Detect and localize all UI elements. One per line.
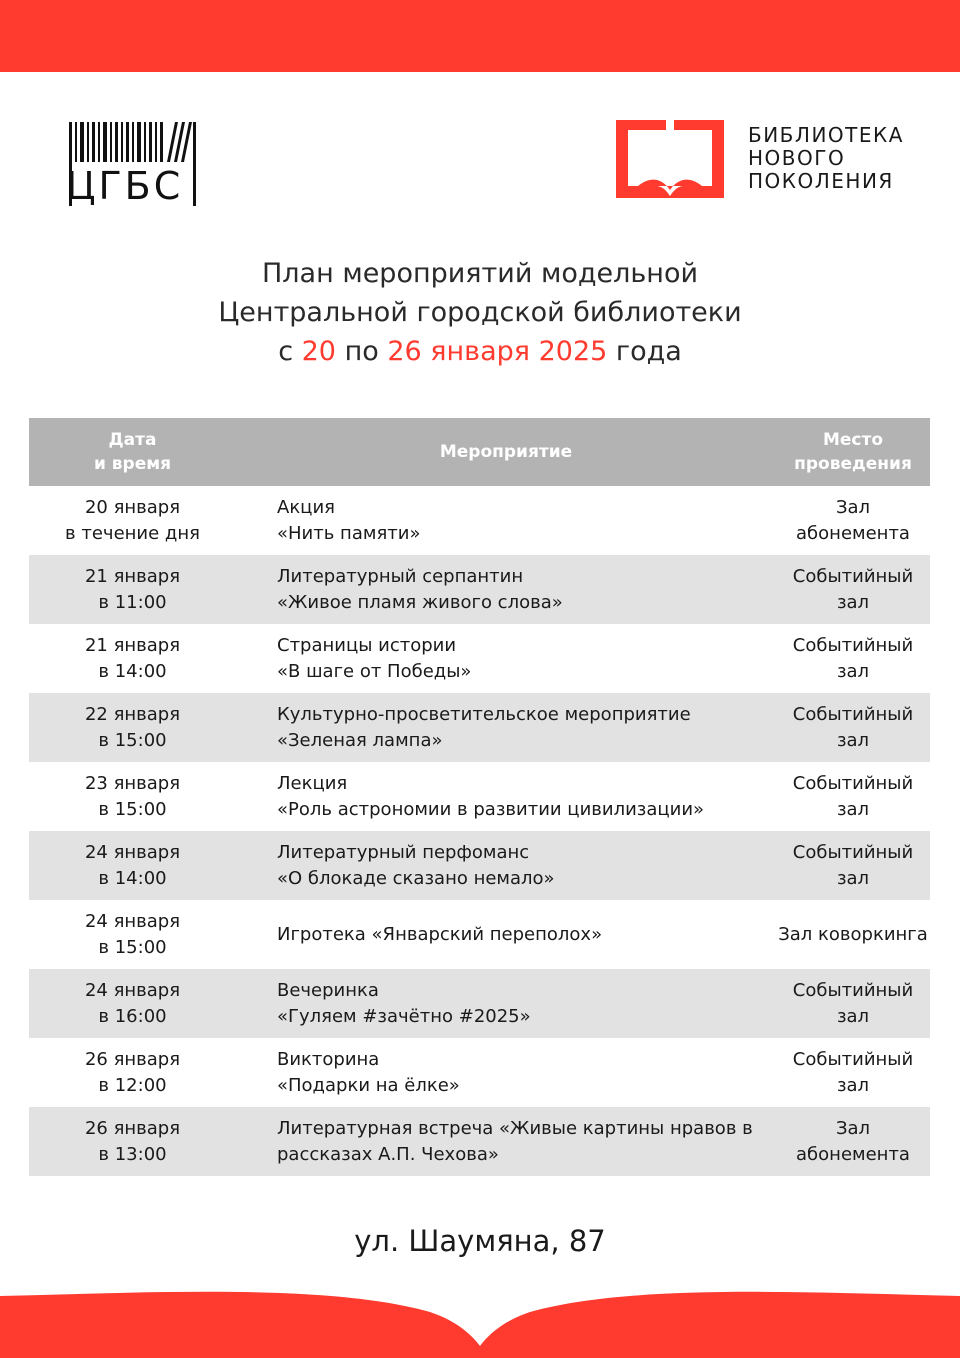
row-place-line: зал: [836, 660, 870, 682]
row-event-line: «О блокаде сказано немало»: [277, 867, 555, 889]
table-body: [29, 486, 930, 1176]
title-date-from: 20: [301, 336, 336, 367]
row-event-line: Акция: [277, 497, 335, 518]
page-title: [0, 254, 960, 371]
row-event: [236, 969, 776, 1038]
header-date-line-2: и время: [93, 454, 172, 474]
row-place-line: абонемента: [796, 522, 910, 544]
row-event-line: «Роль астрономии в развитии цивилизации»: [277, 798, 705, 820]
row-date-line: 23 января: [84, 773, 181, 794]
row-date: [29, 900, 236, 969]
row-event-line: Викторина: [277, 1049, 380, 1070]
row-date: [29, 969, 236, 1038]
header-date-line-1: Дата: [108, 430, 157, 450]
row-date-line: в 15:00: [98, 936, 167, 958]
row-date-line: в 13:00: [98, 1143, 167, 1165]
row-date-line: в 11:00: [98, 591, 167, 613]
row-place: [776, 486, 930, 555]
row-event-line: «Зеленая лампа»: [277, 729, 443, 751]
row-date-line: в 14:00: [98, 660, 167, 682]
open-book-logo-icon: [616, 120, 724, 198]
row-date: [29, 624, 236, 693]
cgbs-logo-text: ЦГБС: [66, 164, 184, 208]
address: ул. Шаумяна, 87: [354, 1224, 606, 1258]
row-date-line: 22 января: [84, 704, 181, 725]
title-line-3: [0, 332, 960, 371]
row-place-line: зал: [836, 798, 870, 820]
row-date-line: в 14:00: [98, 867, 167, 889]
row-event-line: Литературная встреча «Живые картины нравов в: [277, 1118, 753, 1139]
header-event: Мероприятие: [439, 442, 573, 462]
header-place-line-1: Место: [822, 430, 884, 450]
row-date-line: 24 января: [84, 842, 181, 863]
row-place-line: Событийный: [792, 704, 914, 725]
row-place: [776, 831, 930, 900]
table-row: [29, 831, 930, 900]
row-event-line: Культурно-просветительское мероприятие: [277, 704, 691, 725]
row-place: [776, 1107, 930, 1176]
row-event-line: «Нить памяти»: [277, 522, 421, 544]
row-event-line: Литературный перфоманс: [277, 842, 530, 863]
row-date-line: в 12:00: [98, 1074, 167, 1096]
row-place-line: Зал: [835, 1118, 871, 1139]
row-date-line: 24 января: [84, 980, 181, 1001]
row-place-line: Зал коворкинга: [778, 923, 928, 945]
row-place-line: Событийный: [792, 1049, 914, 1070]
row-date-line: 21 января: [84, 635, 181, 656]
row-event-line: Лекция: [277, 773, 348, 794]
row-place-line: Событийный: [792, 980, 914, 1001]
row-place: [776, 624, 930, 693]
table-row: [29, 762, 930, 831]
row-date-line: 24 января: [84, 911, 181, 932]
row-place: [776, 1038, 930, 1107]
row-event: [236, 693, 776, 762]
table-row: [29, 969, 930, 1038]
events-table: [29, 418, 930, 1176]
bottom-red-wave: [0, 1282, 960, 1358]
row-place-line: Событийный: [792, 842, 914, 863]
row-date: [29, 762, 236, 831]
row-event: [236, 1038, 776, 1107]
row-place-line: зал: [836, 867, 870, 889]
title-date-to: 26 января 2025: [387, 336, 608, 367]
row-event-line: Игротека «Январский переполох»: [277, 923, 603, 945]
row-place: [776, 555, 930, 624]
title-line-1: План мероприятий модельной: [261, 258, 699, 289]
table-row: [29, 624, 930, 693]
row-place-line: Событийный: [792, 635, 914, 656]
row-place: [776, 693, 930, 762]
row-event-line: «Живое пламя живого слова»: [277, 591, 563, 613]
row-event-line: «Гуляем #зачётно #2025»: [277, 1005, 531, 1027]
brand-line-3: ПОКОЛЕНИЯ: [748, 169, 894, 193]
row-event-line: «В шаге от Победы»: [277, 660, 472, 682]
header-date-time: [29, 418, 236, 486]
row-date: [29, 693, 236, 762]
table-row: [29, 1107, 930, 1176]
row-event: [236, 831, 776, 900]
row-event: [236, 624, 776, 693]
row-place-line: Зал: [835, 497, 871, 518]
top-red-band: [0, 0, 960, 72]
title-suffix: года: [607, 336, 682, 367]
table-row: [29, 1038, 930, 1107]
row-place-line: зал: [836, 591, 870, 613]
row-date: [29, 1038, 236, 1107]
row-event: [236, 900, 776, 969]
row-date: [29, 555, 236, 624]
brand-line-2: НОВОГО: [748, 146, 846, 170]
row-event-line: рассказах А.П. Чехова»: [277, 1143, 499, 1165]
row-date-line: 21 января: [84, 566, 181, 587]
library-brand-text: [748, 124, 904, 193]
row-date-line: в 15:00: [98, 798, 167, 820]
row-date: [29, 486, 236, 555]
row-place-line: зал: [836, 1005, 870, 1027]
title-prefix: с: [278, 336, 302, 367]
header-place: [776, 418, 930, 486]
row-date: [29, 1107, 236, 1176]
table-header: [29, 418, 930, 486]
row-event: [236, 555, 776, 624]
row-place: [776, 762, 930, 831]
row-event-line: Литературный серпантин: [277, 566, 524, 587]
row-date: [29, 831, 236, 900]
row-date-line: в 16:00: [98, 1005, 167, 1027]
row-event-line: Страницы истории: [277, 635, 457, 656]
row-date-line: 20 января: [84, 497, 181, 518]
brand-line-1: БИБЛИОТЕКА: [748, 123, 904, 147]
table-row: [29, 693, 930, 762]
row-event: [236, 486, 776, 555]
row-event-line: Вечеринка: [277, 980, 379, 1001]
row-place-line: абонемента: [796, 1143, 910, 1165]
title-line-2: Центральной городской библиотеки: [218, 297, 742, 328]
table-row: [29, 486, 930, 555]
row-date-line: 26 января: [84, 1118, 181, 1139]
row-place: [776, 969, 930, 1038]
row-place-line: Событийный: [792, 773, 914, 794]
row-date-line: 26 января: [84, 1049, 181, 1070]
table-row: [29, 555, 930, 624]
row-place-line: зал: [836, 729, 870, 751]
row-place-line: Событийный: [792, 566, 914, 587]
row-event-line: «Подарки на ёлке»: [277, 1074, 460, 1096]
row-event: [236, 1107, 776, 1176]
header-place-line-2: проведения: [794, 454, 912, 474]
table-row: [29, 900, 930, 969]
row-date-line: в течение дня: [65, 522, 200, 544]
row-date-line: в 15:00: [98, 729, 167, 751]
row-event: [236, 762, 776, 831]
title-mid: по: [335, 336, 388, 367]
row-place: [776, 900, 930, 969]
row-place-line: зал: [836, 1074, 870, 1096]
